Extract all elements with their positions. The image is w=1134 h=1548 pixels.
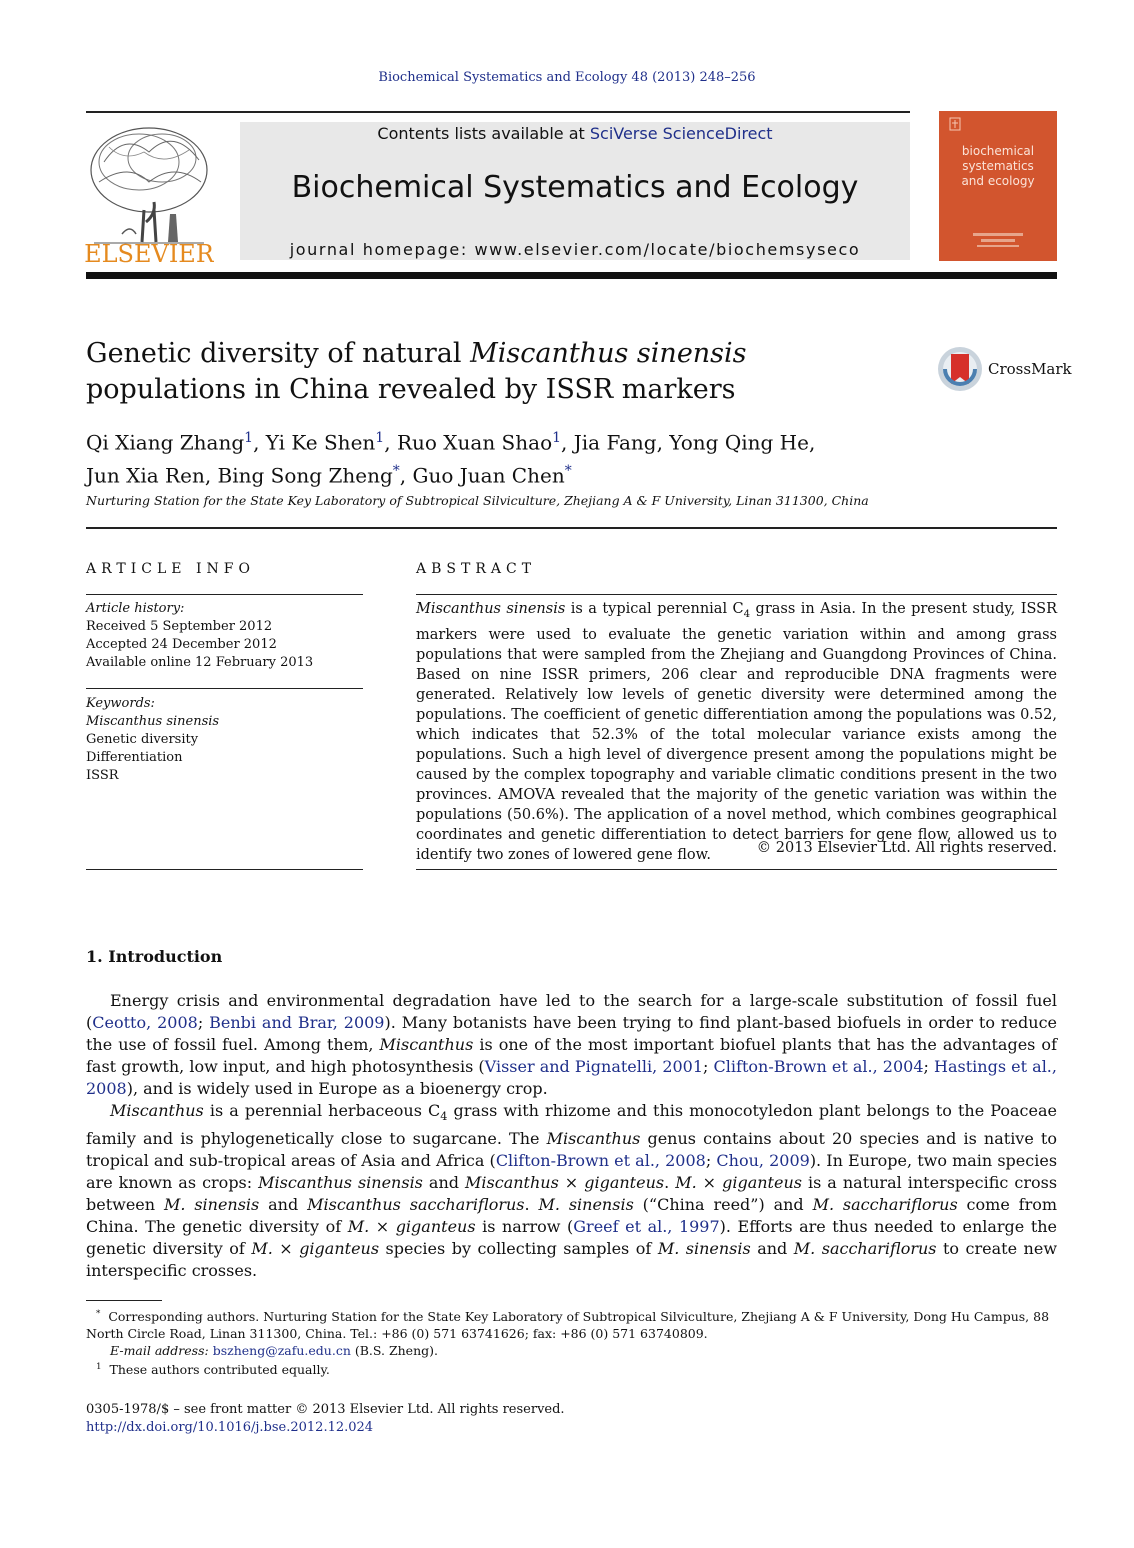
article-history: Article history: Received 5 September 2012 Accepted 24 December 2012 Available online 12 February 2013: [86, 601, 314, 670]
text-run: ;: [703, 1057, 714, 1076]
text-run: ;: [705, 1151, 717, 1171]
author-mark[interactable]: 1: [552, 430, 562, 446]
article-info-rule: [86, 869, 363, 870]
text-run: is one of the most important biofuel plants that has the advantages of fast growth, low input, and high photosynthesis (: [86, 1035, 1057, 1076]
author-mark[interactable]: 1: [375, 430, 385, 446]
author-mark[interactable]: *: [564, 462, 572, 479]
text-run: Energy crisis and environmental degradation have led to the search for a large-scale substitution of fossil fuel (: [86, 991, 1057, 1032]
citation-link[interactable]: Hastings et al., 2008: [86, 1057, 1057, 1098]
italic-term: giganteus: [299, 1239, 380, 1259]
article-title: Genetic diversity of natural Miscanthus sinensis populations in China revealed by ISSR markers: [86, 338, 747, 405]
citation-link[interactable]: Clifton-Brown et al., 2008: [495, 1151, 706, 1171]
paragraph: [86, 990, 1057, 1100]
section-heading: 1. Introduction: [86, 947, 223, 966]
issn-line: 0305-1978/$ – see front matter © 2013 Elsevier Ltd. All rights reserved.: [86, 1402, 565, 1417]
text-run: and: [259, 1195, 308, 1215]
affiliation: Nurturing Station for the State Key Laboratory of Subtropical Silviculture, Zhejiang A & F University, Linan 311300, China: [86, 493, 869, 508]
citation-link[interactable]: Chou, 2009: [716, 1151, 810, 1171]
text-run: ), and is widely used in Europe as a bioenergy crop.: [126, 1079, 548, 1098]
introduction-body: [86, 990, 1057, 1282]
abstract-copyright: © 2013 Elsevier Ltd. All rights reserved.: [756, 840, 1057, 856]
crossmark-icon: [936, 344, 986, 394]
citation-link[interactable]: Benbi and Brar, 2009: [209, 1013, 385, 1032]
text-run: is a perennial herbaceous C: [203, 1101, 441, 1120]
author-name[interactable]: Bing Song Zheng: [217, 463, 393, 488]
italic-term: M.: [347, 1217, 370, 1237]
article-info-rule: [86, 688, 363, 689]
text-run: to create new interspecific crosses.: [86, 1239, 1058, 1281]
elsevier-tree-logo-icon: [84, 122, 214, 264]
author-list: [86, 424, 946, 489]
abstract-text: Miscanthus sinensis is a typical perennial $C_4$ grass in Asia. In the present study, ISSR markers were used to evaluate the genetic variation within and among grass populations that were sampled from the Zhejiang and Guangdong Provinces of China. Based on nine ISSR primers, 206 clear and reproducible DNA fragments were generated. Relatively low levels of genetic diversity were determined among the populations. The coefficient of genetic differentiation among the populations was 0.52, which indicates that 52.3% of the total molecular variance exists among the populations. Such a high level of divergence present among the populations might be caused by the complex topography and variable climatic conditions present in the two provinces. AMOVA revealed that the majority of the genetic variation was within the populations (50.6%). The application of a novel method, which combines geographical coordinates and genetic differentiation to detect barriers for gene flow, allowed us to identify two zones of lowered gene flow.: [416, 601, 1057, 863]
article-info-rule: [86, 594, 363, 595]
text-run: species by collecting samples of: [379, 1239, 658, 1259]
italic-term: M. sacchariflorus: [812, 1195, 958, 1215]
cover-publisher-mark-icon: [973, 233, 1023, 249]
elsevier-mini-logo-icon: [949, 117, 961, 131]
italic-term: M.: [675, 1173, 697, 1193]
author-mark[interactable]: *: [392, 462, 400, 479]
author-line-1: Qi Xiang Zhang$^1$, Yi Ke Shen$^1$, Ruo Xuan Shao$^1$, Jia Fang, Yong Qing He,: [86, 430, 816, 455]
italic-term: Miscanthus: [379, 1035, 474, 1054]
text-run: is narrow (: [475, 1217, 574, 1237]
author-name[interactable]: Yi Ke Shen: [265, 430, 376, 455]
italic-term: M.: [251, 1239, 273, 1259]
text-run: and: [422, 1173, 466, 1193]
italic-term: M. sacchariflorus: [793, 1239, 937, 1259]
doi-link[interactable]: http://dx.doi.org/10.1016/j.bse.2012.12.024: [86, 1420, 374, 1435]
author-name[interactable]: Jia Fang: [573, 430, 657, 455]
author-name[interactable]: Yong Qing He: [669, 430, 809, 455]
text-run: ×: [558, 1173, 585, 1193]
journal-homepage: journal homepage: www.elsevier.com/locate/biochemsyseco: [289, 240, 861, 259]
author-name[interactable]: Jun Xia Ren: [86, 463, 205, 488]
keyword: ISSR: [86, 768, 119, 783]
text-run: grass with rhizome and this monocotyledon plant belongs to the Poaceae family and is phylogenetically close to sugarcane. The: [86, 1101, 1057, 1149]
header-thick-rule: [86, 272, 1057, 279]
text-run: ;: [923, 1057, 935, 1076]
text-run: genus contains about 20 species and is native to tropical and sub-tropical areas of Asia and Africa (: [86, 1129, 1057, 1171]
footnotes: * Corresponding authors. Nurturing Station for the State Key Laboratory of Subtropical Silviculture, Zhejiang A & F University, Dong Hu Campus, 88 North Circle Road, Linan 311300, China. Tel.: +86 (0) 571 63741626; fax: +86 (0) 571 63740809. E-mail address: bszheng@zafu.edu.cn (B.S. Zheng). $^1$ These authors contributed equally.: [86, 1309, 1050, 1378]
italic-term: Miscanthus: [110, 1101, 204, 1120]
text-run: come from China. The genetic diversity of: [86, 1195, 1058, 1237]
text-run: ×: [272, 1239, 300, 1259]
citation-link[interactable]: Ceotto, 2008: [92, 1013, 198, 1032]
keyword: Genetic diversity: [86, 732, 199, 747]
author-mark[interactable]: 1: [244, 430, 254, 446]
crossmark-badge[interactable]: [936, 344, 1072, 396]
text-run: ×: [369, 1217, 396, 1237]
text-run: and: [750, 1239, 794, 1259]
text-run: ). Efforts are thus needed to enlarge the genetic diversity of: [86, 1217, 1058, 1259]
section-rule: [86, 527, 1057, 529]
italic-term: giganteus: [584, 1173, 665, 1193]
abstract-heading: ABSTRACT: [416, 561, 537, 577]
text-run: is a natural interspecific cross between: [86, 1173, 1058, 1215]
abstract-rule: [416, 869, 1057, 870]
front-matter: [86, 1401, 1057, 1437]
abstract-rule: [416, 594, 1057, 595]
text-run: .: [664, 1173, 676, 1193]
contents-line: Contents lists available at SciVerse ScienceDirect: [377, 124, 773, 143]
article-info-heading: ARTICLE INFO: [86, 561, 255, 577]
corresponding-note: Corresponding authors. Nurturing Station for the State Key Laboratory of Subtropical Silviculture, Zhejiang A & F University, Dong Hu Campus, 88 North Circle Road, Linan 311300, China. Tel.: +86 (0) 571 63741626; fax: +86 (0) 571 63740809.: [86, 1309, 1050, 1342]
italic-term: M. sinensis: [538, 1195, 634, 1215]
text-run: ). In Europe, two main species are known as crops:: [86, 1151, 1058, 1193]
author-line-2: Jun Xia Ren, Bing Song Zheng*, Guo Juan Chen*: [86, 462, 572, 488]
italic-term: Miscanthus sinensis: [258, 1173, 423, 1193]
author-name[interactable]: Guo Juan Chen: [412, 463, 565, 488]
footnote-rule: [86, 1300, 162, 1301]
journal-citation[interactable]: Biochemical Systematics and Ecology 48 (2013) 248–256: [378, 70, 756, 85]
text-run: (“China reed”) and: [633, 1195, 813, 1215]
cover-title: biochemical systematics and ecology: [961, 144, 1035, 188]
crossmark-label: CrossMark: [988, 360, 1072, 378]
text-run: ×: [696, 1173, 723, 1193]
author-name[interactable]: Ruo Xuan Shao: [396, 430, 553, 455]
italic-term: Miscanthus sacchariflorus: [307, 1195, 525, 1215]
italic-term: giganteus: [722, 1173, 802, 1193]
header-top-rule: [86, 111, 910, 113]
author-name[interactable]: Qi Xiang Zhang: [86, 430, 245, 455]
keyword: Differentiation: [86, 750, 183, 765]
subscript: 4: [440, 1110, 448, 1124]
citation-link[interactable]: Visser and Pignatelli, 2001: [484, 1057, 704, 1076]
journal-cover-thumbnail[interactable]: [939, 111, 1057, 261]
italic-term: M. sinensis: [163, 1195, 260, 1215]
author-email-link[interactable]: bszheng@zafu.edu.cn: [212, 1343, 351, 1359]
journal-name: Biochemical Systematics and Ecology: [291, 170, 859, 205]
citation-link[interactable]: Clifton-Brown et al., 2004: [713, 1057, 924, 1076]
italic-term: giganteus: [395, 1217, 476, 1237]
text-run: .: [524, 1195, 539, 1215]
elsevier-wordmark: ELSEVIER: [84, 240, 214, 264]
paragraph: [86, 1100, 1057, 1282]
keyword: Miscanthus sinensis: [86, 714, 220, 729]
text-run: ;: [197, 1013, 210, 1032]
italic-term: Miscanthus: [465, 1173, 559, 1193]
equal-contribution-note: These authors contributed equally.: [109, 1362, 330, 1378]
italic-term: Miscanthus: [546, 1129, 641, 1149]
journal-homepage-link[interactable]: www.elsevier.com/locate/biochemsyseco: [474, 240, 861, 259]
text-run: ). Many botanists have been trying to find plant-based biofuels in order to reduce the use of fossil fuel. Among them,: [86, 1013, 1058, 1054]
sciencedirect-link[interactable]: SciVerse ScienceDirect: [589, 124, 773, 143]
keywords: Keywords: Miscanthus sinensis Genetic diversity Differentiation ISSR: [86, 695, 363, 785]
italic-term: M. sinensis: [657, 1239, 751, 1259]
citation-link[interactable]: Greef et al., 1997: [573, 1217, 720, 1237]
